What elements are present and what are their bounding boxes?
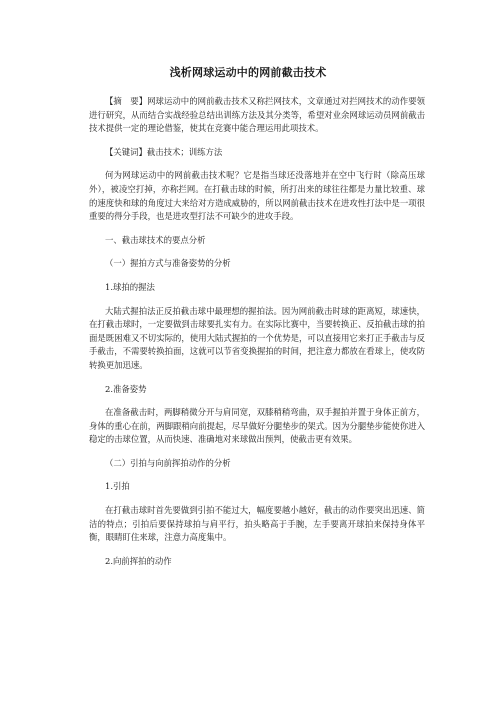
document-body — [89, 95, 425, 578]
item-heading-forward-swing: 2.向前挥拍的动作 — [105, 555, 172, 566]
grip-paragraph: 大陆式握拍法正反拍截击球中最理想的握拍法。因为网前截击时球的距离短，球速快，在打截击球时，一定要做到击球要扎实有力。在实际比赛中，当要转换正、反拍截击球的拍面是既困难又不切实际的，使用大陆式握拍的一个优势是，可以直接用它来打正手截击与反手截击，不需要转换拍面，这就可以节省变换握拍的时间，把注意力都放在看球上，使攻防转换更加迅速。 — [89, 305, 425, 370]
intro-paragraph: 何为网球运动中的网前截击技术呢？它是指当球还没落地并在空中飞行时（除高压球外），被凌空打掉，亦称拦网。在打截击球的时候，所打出来的球往往都是力量比较重、球的速度快和球的角度过大来给对方造成威胁的，所以网前截击技术在进攻性打法中是一项很重要的得分手段，也是进攻型打法不可缺少的进攻手段。 — [89, 170, 425, 222]
document-title: 浅析网球运动中的网前截击技术 — [169, 66, 327, 79]
subsection-heading-1: （一）握拍方式与准备姿势的分析 — [105, 258, 231, 269]
section-heading-1: 一、截击球技术的要点分析 — [105, 234, 206, 245]
item-heading-ready: 2.准备姿势 — [105, 383, 147, 394]
keywords-paragraph: 【关键词】截击技术；训练方法 — [105, 146, 223, 157]
item-heading-grip: 1.球拍的握法 — [105, 281, 155, 292]
item-heading-backswing: 1.引拍 — [105, 481, 130, 492]
ready-paragraph: 在准备截击时，两脚稍微分开与肩同宽，双膝稍稍弯曲，双手握拍并置于身体正前方，身体的重心在前，两脚跟稍向前提起，尽早做好分腿垫步的架式。因为分腿垫步能使你进入稳定的击球位置，从而快速、准确地对来球做出预判，使截击更有效果。 — [89, 407, 425, 445]
backswing-paragraph: 在打截击球时首先要做到引拍不能过大，幅度要越小越好，截击的动作要突出迅速、简洁的特点；引拍后要保持球拍与肩平行，拍头略高于手腕，左手要离开球拍来保持身体平衡，眼睛盯住来球，注意力高度集中。 — [89, 505, 425, 543]
subsection-heading-2: （二）引拍与向前挥拍动作的分析 — [105, 457, 231, 468]
abstract-paragraph: 【摘 要】网球运动中的网前截击技术又称拦网技术，文章通过对拦网技术的动作要领进行研究，从而结合实战经验总结出训练方法及其分类等，希望对业余网球运动员网前截击技术提供一定的理论借鉴，使其在竞赛中能合理运用此项技术。 — [89, 96, 425, 134]
